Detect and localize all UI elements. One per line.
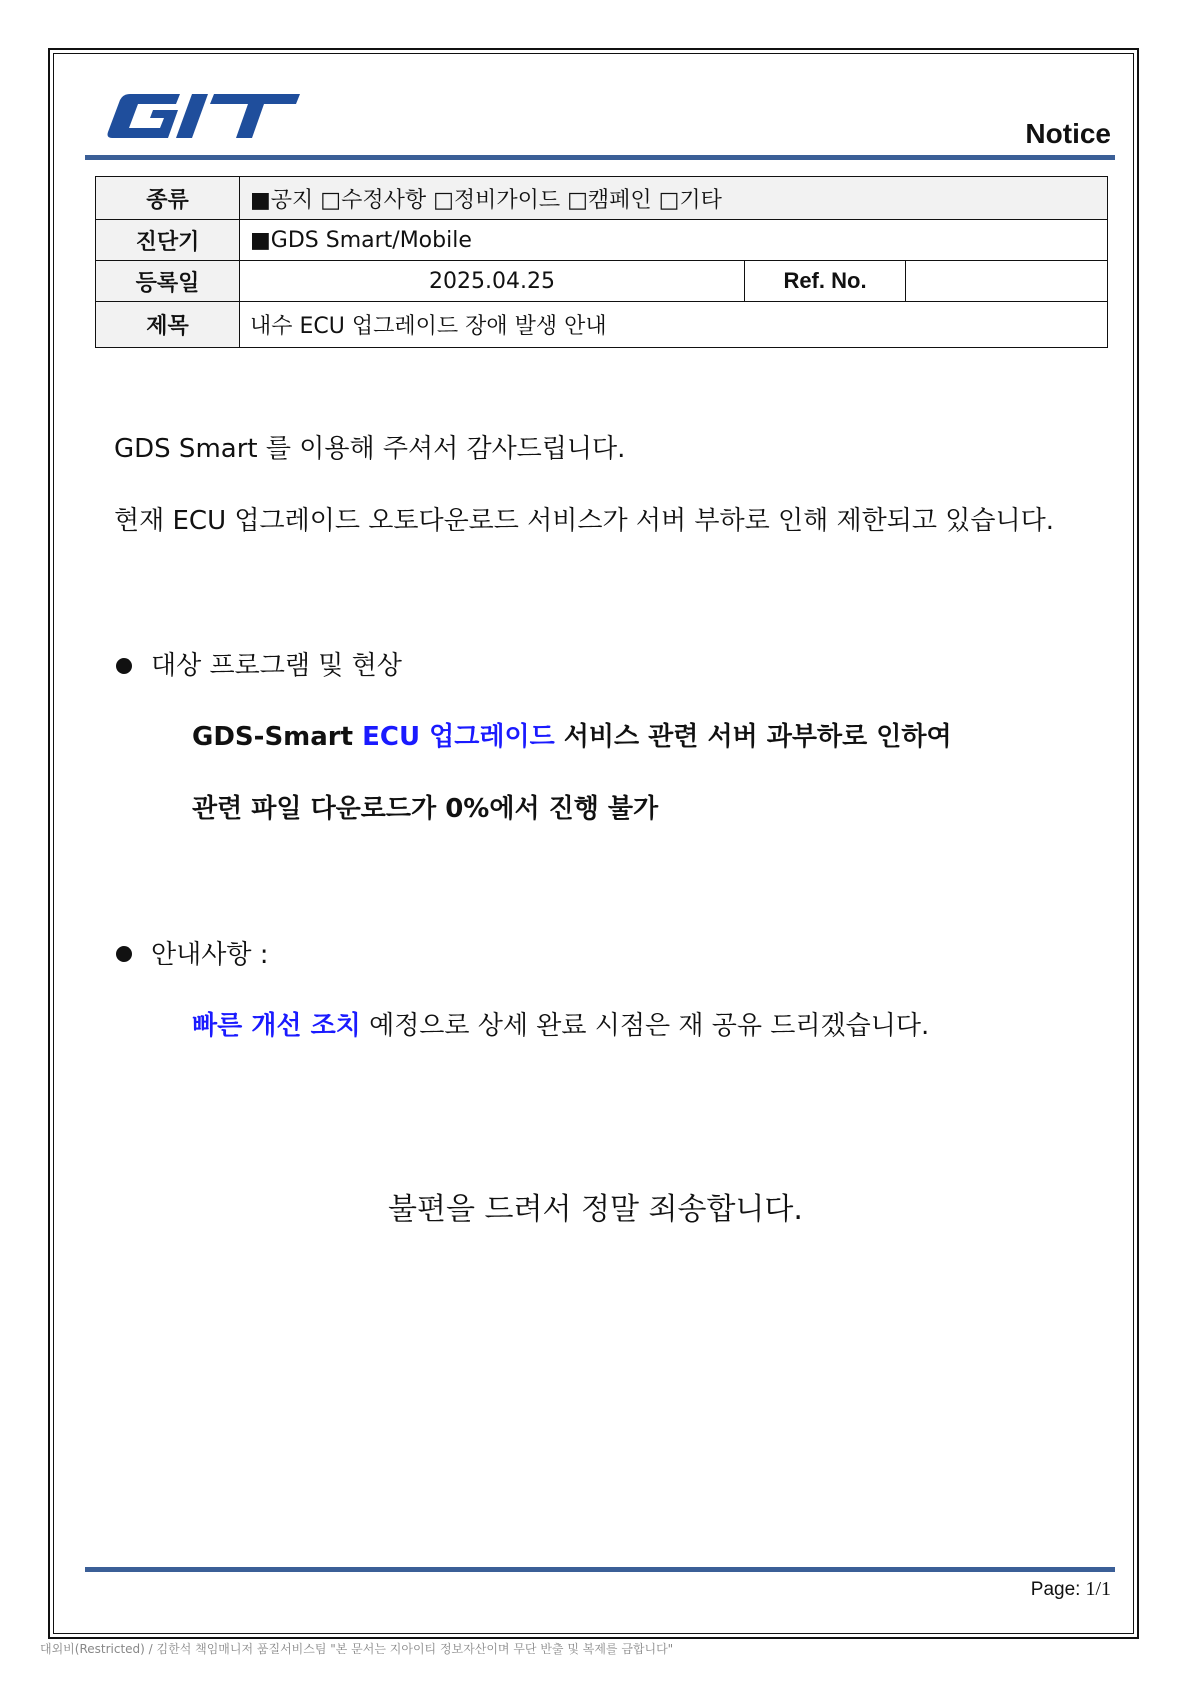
confidential-note: 대외비(Restricted) / 김한석 책임매니저 품질서비스팀 "본 문서는 지아이티 정보자산이며 무단 반출 및 복제를 금합니다" (40, 1642, 674, 1656)
table-row (96, 177, 1108, 220)
page-label: Page: (1030, 1579, 1081, 1600)
notice-title: Notice (1025, 118, 1111, 149)
section-heading-guide: 안내사항 : (151, 940, 269, 970)
kind-label: 종류 (96, 177, 240, 220)
table-row (96, 261, 1108, 302)
bullet-icon (116, 658, 132, 674)
title-label: 제목 (96, 302, 240, 348)
symptom-line-1 (192, 716, 952, 753)
symptom-program: GDS-Smart (192, 722, 363, 752)
ref-value (906, 261, 1108, 302)
bullet-icon (116, 946, 132, 962)
header-rule (85, 155, 1115, 160)
guide-highlight: 빠른 개선 조치 (192, 1011, 361, 1041)
page-value: 1/1 (1085, 1578, 1111, 1600)
date-label: 등록일 (96, 261, 240, 302)
symptom-rest: 서비스 관련 서버 과부하로 인하여 (554, 722, 952, 752)
table-row (96, 220, 1108, 261)
guide-rest: 예정으로 상세 완료 시점은 재 공유 드리겠습니다. (360, 1011, 930, 1041)
status-text: 현재 ECU 업그레이드 오토다운로드 서비스가 서버 부하로 인해 제한되고 있습니다. (114, 506, 1054, 536)
section-heading-target: 대상 프로그램 및 현상 (151, 651, 402, 681)
title-value: 내수 ECU 업그레이드 장애 발생 안내 (240, 302, 1108, 348)
symptom-highlight: ECU 업그레이드 (362, 722, 555, 752)
footer-rule (85, 1567, 1115, 1572)
date-value: 2025.04.25 (240, 261, 745, 302)
logo-letter-i (176, 94, 208, 138)
table-row (96, 302, 1108, 348)
apology-text: 불편을 드려서 정말 죄송합니다. (388, 1192, 803, 1227)
page-number (1031, 1578, 1111, 1601)
device-value: ■GDS Smart/Mobile (240, 220, 1108, 261)
kind-options: ■공지 □수정사항 □정비가이드 □캠페인 □기타 (240, 177, 1108, 220)
git-logo (102, 90, 302, 142)
guide-line (192, 1005, 929, 1042)
symptom-line-2: 관련 파일 다운로드가 0%에서 진행 불가 (192, 794, 659, 824)
ref-label: Ref. No. (745, 261, 906, 302)
device-label: 진단기 (96, 220, 240, 261)
logo-letter-t (210, 94, 300, 138)
greeting-text: GDS Smart 를 이용해 주셔서 감사드립니다. (114, 434, 626, 464)
logo-letter-g (108, 94, 181, 138)
notice-info-table (95, 176, 1108, 348)
